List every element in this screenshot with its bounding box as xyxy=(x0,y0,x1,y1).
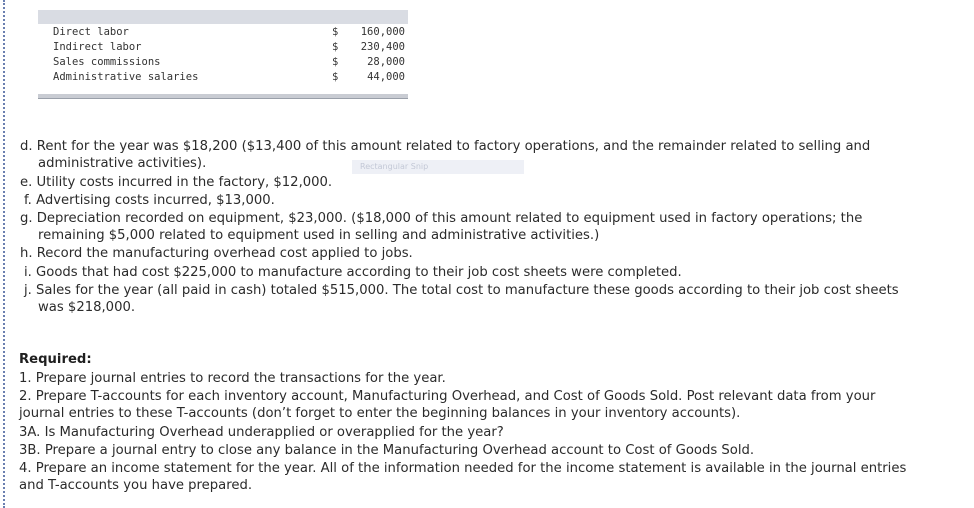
row-currency: $ xyxy=(332,71,339,83)
row-amount: 160,000 xyxy=(360,26,405,38)
table-header-bar xyxy=(38,10,408,24)
row-label: Administrative salaries xyxy=(53,71,199,83)
required-line: 1. Prepare journal entries to record the transactions for the year. xyxy=(19,371,446,386)
required-line: and T-accounts you have prepared. xyxy=(19,478,253,493)
row-label: Sales commissions xyxy=(53,56,161,68)
required-title: Required: xyxy=(19,352,92,367)
item-g-line-2: remaining $5,000 related to equipment used in selling and administrative activities.) xyxy=(38,228,600,243)
row-currency: $ xyxy=(332,26,339,38)
item-g-line-1: g. Depreciation recorded on equipment, $23,000. ($18,000 of this amount related to equipment used in factory operations; the xyxy=(20,211,863,226)
item-d-line-1: d. Rent for the year was $18,200 ($13,400 of this amount related to factory operations, and the remainder related to selling and xyxy=(20,139,871,154)
required-line: 4. Prepare an income statement for the year. All of the information needed for the income statement is available in the journal entries xyxy=(19,461,907,476)
row-label: Indirect labor xyxy=(53,41,142,53)
row-amount: 44,000 xyxy=(367,71,405,83)
left-dotted-rule xyxy=(3,0,5,508)
item-j-line-1: j. Sales for the year (all paid in cash) totaled $515,000. The total cost to manufacture these goods according to their job cost sheets xyxy=(24,283,899,298)
row-amount: 230,400 xyxy=(360,41,405,53)
table-row xyxy=(38,71,408,86)
table-row xyxy=(38,26,408,41)
table-row xyxy=(38,56,408,71)
table-divider xyxy=(38,98,408,99)
item-d-line-2: administrative activities). xyxy=(38,156,207,171)
snip-overlay-tag: Rectangular Snip xyxy=(352,160,524,174)
item-f: f. Advertising costs incurred, $13,000. xyxy=(24,193,275,208)
row-label: Direct labor xyxy=(53,26,129,38)
salary-table xyxy=(38,10,408,98)
row-currency: $ xyxy=(332,41,339,53)
table-row xyxy=(38,41,408,56)
required-line: 3B. Prepare a journal entry to close any balance in the Manufacturing Overhead account to Cost of Goods Sold. xyxy=(19,443,755,458)
required-line: 3A. Is Manufacturing Overhead underapplied or overapplied for the year? xyxy=(19,425,504,440)
row-amount: 28,000 xyxy=(367,56,405,68)
item-j-line-2: was $218,000. xyxy=(38,300,136,315)
row-currency: $ xyxy=(332,56,339,68)
required-line: journal entries to these T-accounts (don’t forget to enter the beginning balances in your inventory accounts). xyxy=(19,406,741,421)
item-i: i. Goods that had cost $225,000 to manufacture according to their job cost sheets were completed. xyxy=(24,265,682,280)
required-line: 2. Prepare T-accounts for each inventory account, Manufacturing Overhead, and Cost of Goods Sold. Post relevant data from your xyxy=(19,389,876,404)
item-e: e. Utility costs incurred in the factory, $12,000. xyxy=(20,175,333,190)
item-h: h. Record the manufacturing overhead cost applied to jobs. xyxy=(20,246,413,261)
